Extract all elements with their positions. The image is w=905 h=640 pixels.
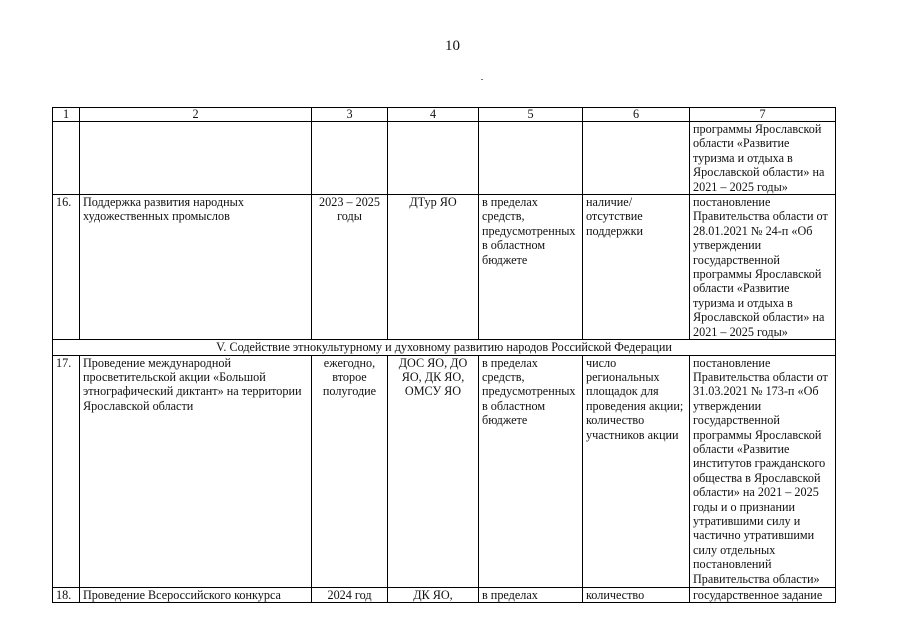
col-header-2: 2: [80, 108, 312, 122]
page-number: 10: [445, 38, 460, 54]
col-header-5: 5: [479, 108, 583, 122]
scan-speck: [481, 79, 483, 80]
section-title: V. Содействие этнокультурному и духовному развитию народов Российской Федерации: [53, 340, 836, 355]
executor-cell: ДОС ЯО, ДО ЯО, ДК ЯО, ОМСУ ЯО: [388, 355, 479, 587]
col-header-6: 6: [583, 108, 690, 122]
period-cell: 2023 – 2025 годы: [312, 195, 388, 340]
funding-cell: в пределах: [479, 587, 583, 602]
table-row-18: [53, 587, 836, 602]
measure-name: Проведение Всероссийского конкурса: [80, 587, 312, 602]
measure-name: Поддержка развития народных художественных промыслов: [80, 195, 312, 340]
measure-name: Проведение международной просветительской акции «Большой этнографический диктант» на территории Ярославской области: [80, 355, 312, 587]
executor-cell: ДТур ЯО: [388, 195, 479, 340]
section-row: [53, 340, 836, 355]
table-row-continued: [53, 122, 836, 195]
funding-cell: в пределах средств, предусмотренных в областном бюджете: [479, 195, 583, 340]
col-header-3: 3: [312, 108, 388, 122]
row-number: 18.: [53, 587, 80, 602]
indicator-cell: число региональных площадок для проведения акции; количество участников акции: [583, 355, 690, 587]
basis-cell: постановление Правительства области от 28.01.2021 № 24-п «Об утверждении государственной программы Ярославской области «Развитие туризма и отдыха в Ярославской области» на 2021 – 2025 годы»: [690, 195, 836, 340]
funding-cell: в пределах средств, предусмотренных в областном бюджете: [479, 355, 583, 587]
col-header-4: 4: [388, 108, 479, 122]
indicator-cell: количество: [583, 587, 690, 602]
col-header-7: 7: [690, 108, 836, 122]
executor-cell: ДК ЯО,: [388, 587, 479, 602]
period-cell: 2024 год: [312, 587, 388, 602]
table-row-16: [53, 195, 836, 340]
continued-basis-cell: программы Ярославской области «Развитие туризма и отдыха в Ярославской области» на 2021 – 2025 годы»: [690, 122, 836, 195]
col-header-1: 1: [53, 108, 80, 122]
period-cell: ежегодно, второе полугодие: [312, 355, 388, 587]
table-row-17: [53, 355, 836, 587]
measures-table: [52, 107, 836, 603]
basis-cell: государственное задание: [690, 587, 836, 602]
row-number: 16.: [53, 195, 80, 340]
indicator-cell: наличие/ отсутствие поддержки: [583, 195, 690, 340]
column-number-row: [53, 108, 836, 122]
basis-cell: постановление Правительства области от 31.03.2021 № 173-п «Об утверждении государственной программы Ярославской области «Развитие институтов гражданского общества в Ярославской области» на 2021 – 2025 годы и о признании утратившими силу и частично утратившими силу отдельных постановлений Правительства области»: [690, 355, 836, 587]
row-number: 17.: [53, 355, 80, 587]
